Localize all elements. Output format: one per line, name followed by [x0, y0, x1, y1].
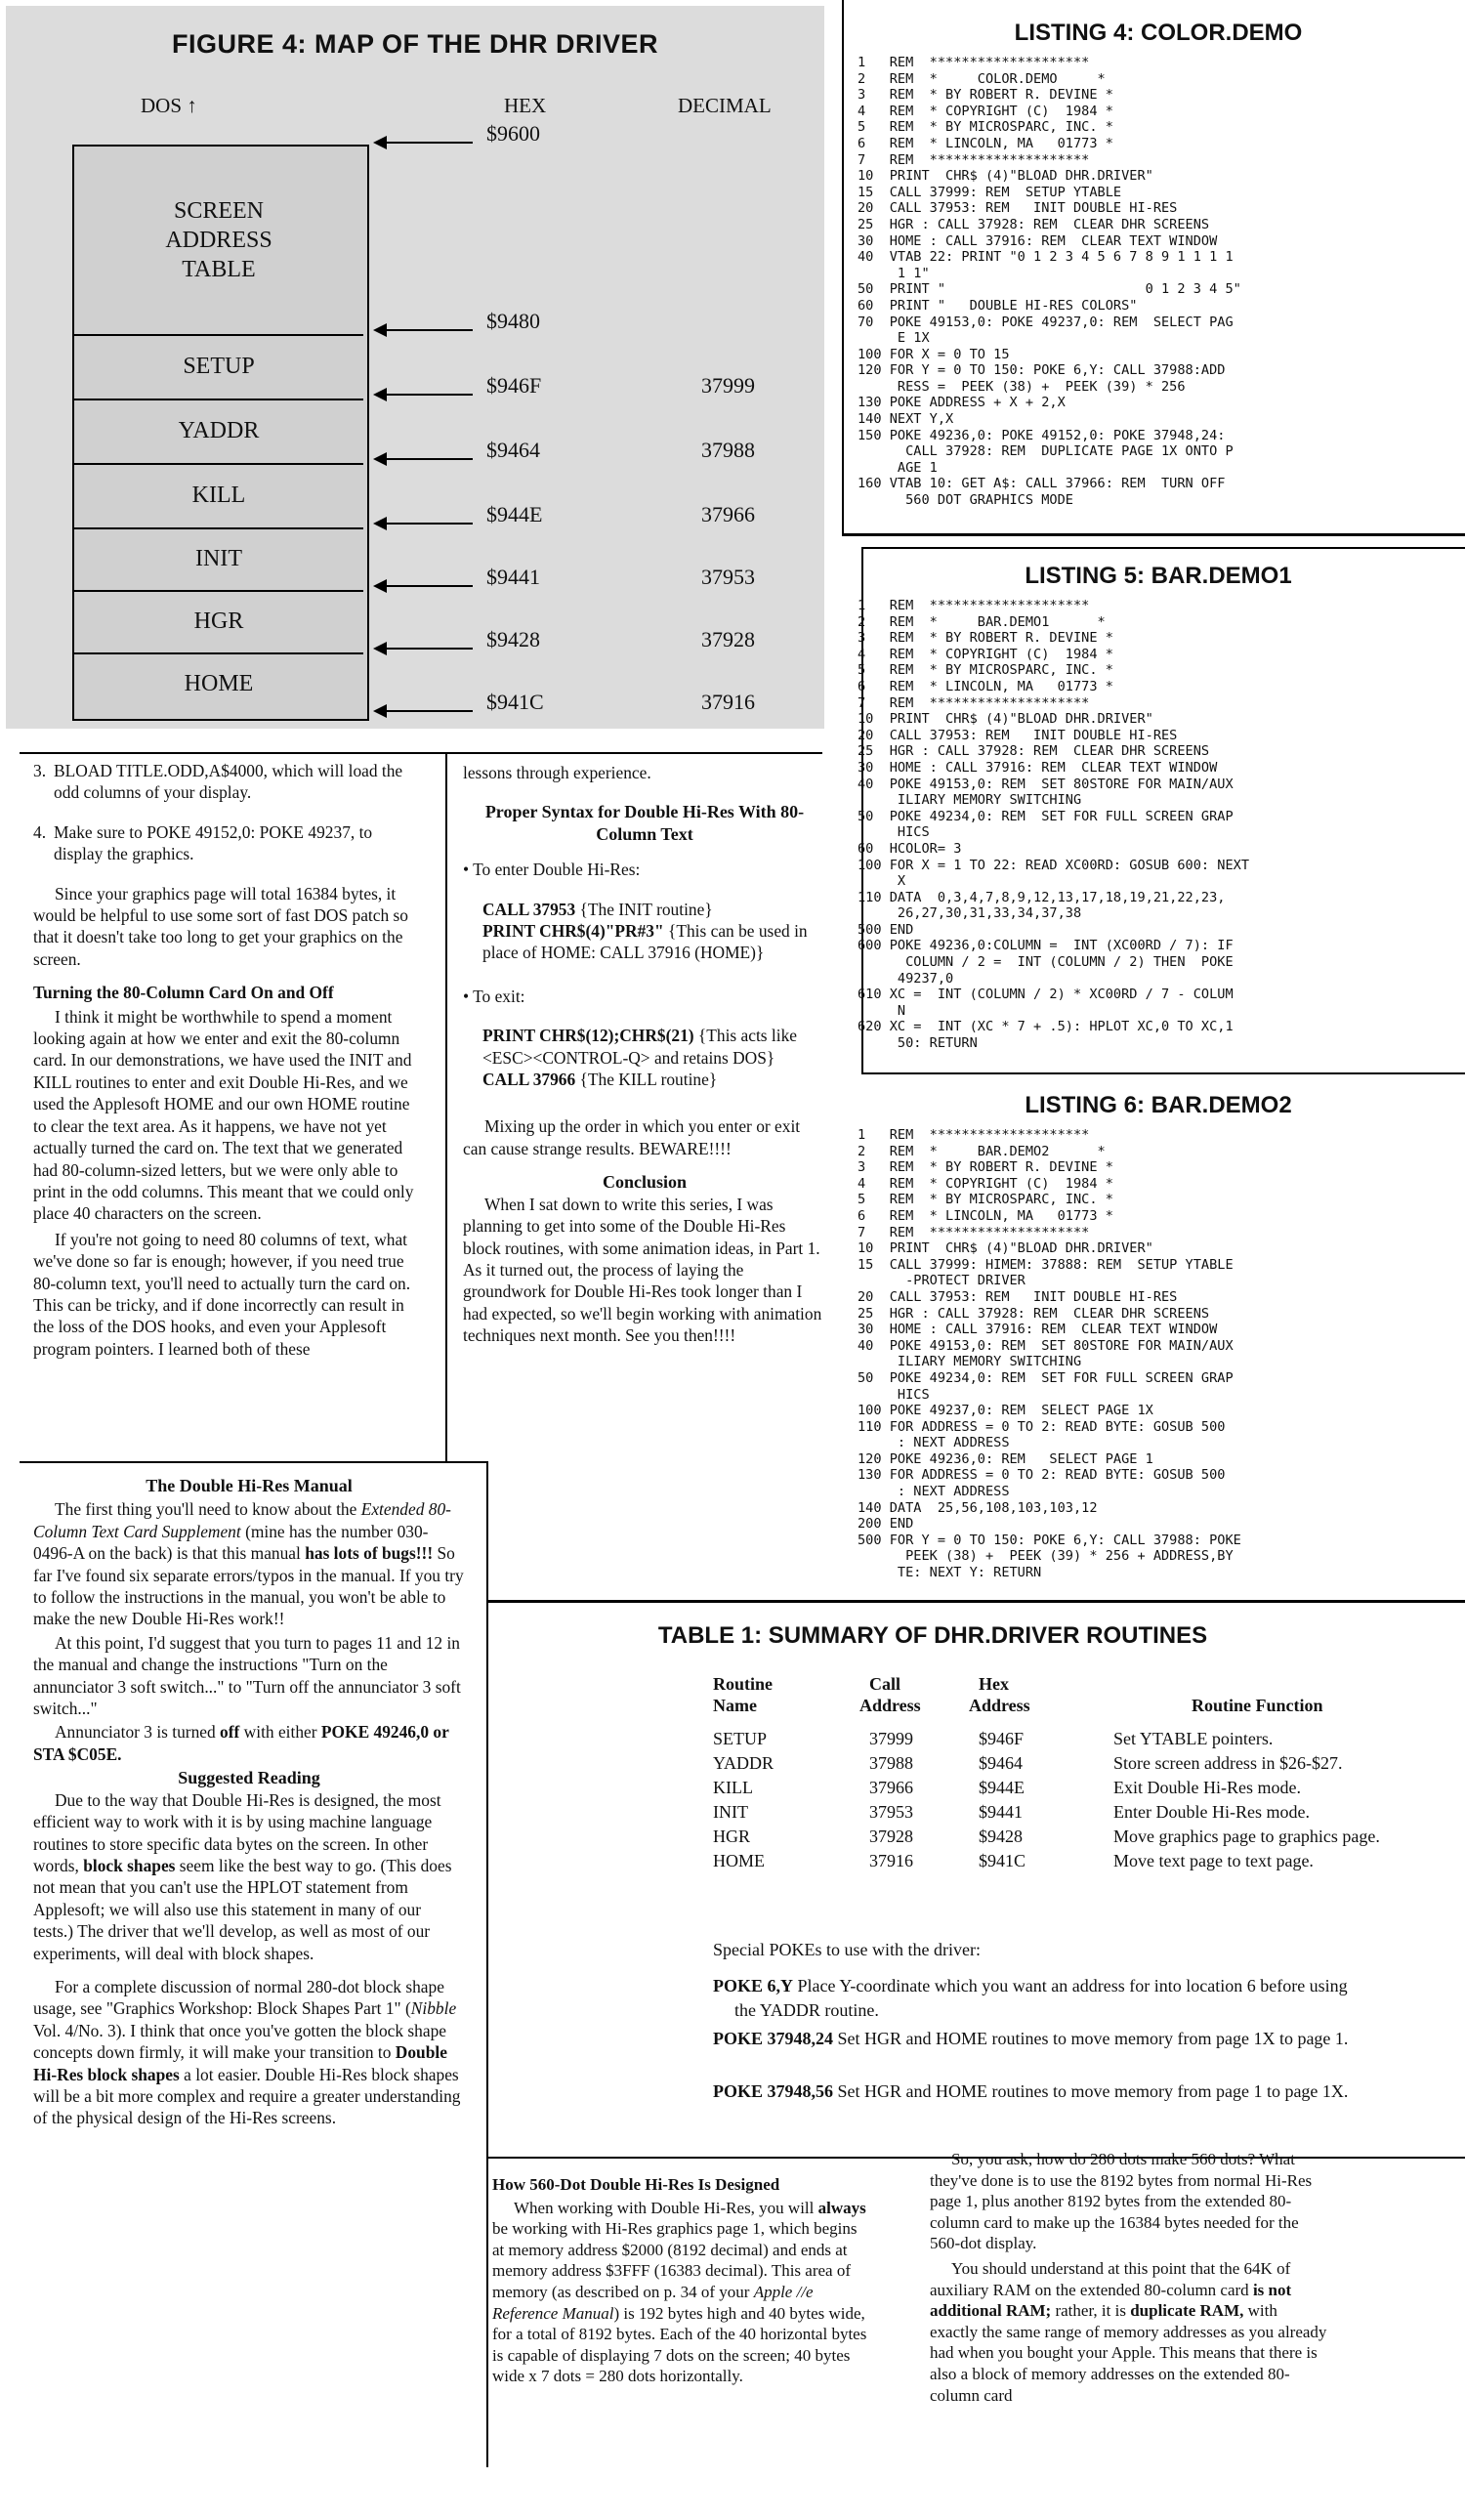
code-line: 500 FOR Y = 0 TO 150: POKE 6,Y: CALL 37988: POKE	[858, 1532, 1241, 1548]
section-heading: Turning the 80-Column Card On and Off	[33, 983, 334, 1003]
code-line: 140 DATA 25,56,108,103,103,12	[858, 1499, 1098, 1516]
decimal-address: 37966	[701, 502, 755, 526]
poke-note: POKE 37948,24 Set HGR and HOME routines to move memory from page 1X to page 1.	[713, 2029, 1349, 2048]
table-header	[713, 1673, 1455, 1697]
code-line: 40 POKE 49153,0: REM SET 80STORE FOR MAIN/AUX	[858, 776, 1234, 792]
code-block: PRINT CHR$(12);CHR$(21) {This acts like <ESC><CONTROL-Q> and retains DOS}	[482, 1026, 797, 1068]
paragraph: For a complete discussion of normal 280-dot block shape usage, see "Graphics Workshop: Block Shapes Part 1" (Nibble Vol. 4/No. 3). I think that once you've gotten the block shape concepts down firmly, it will make your transition to Double Hi-Res block shapes a lot easier. Double Hi-Res block shapes will be a bit more complex and require a greater understanding of the physical design of the Hi-Res screens.	[33, 1976, 461, 2128]
divider	[486, 1600, 1465, 1603]
code-line: 150 POKE 49236,0: POKE 49152,0: POKE 37948,24:	[858, 427, 1226, 443]
arrow-icon	[375, 383, 473, 406]
hex-address: $946F	[486, 373, 542, 398]
hex-address: $9600	[486, 121, 540, 146]
code-line: 7 REM ********************	[858, 151, 1090, 168]
table-cell-call: 37999	[869, 1729, 913, 1748]
code-line: 1 1"	[858, 265, 930, 281]
code-line: 15 CALL 37999: REM SETUP YTABLE	[858, 184, 1122, 200]
listing-4-title: LISTING 4: COLOR.DEMO	[1014, 20, 1303, 46]
listing-5-title: LISTING 5: BAR.DEMO1	[1025, 563, 1292, 589]
code-line: 3 REM * BY ROBERT R. DEVINE *	[858, 630, 1113, 647]
hex-header: HEX	[504, 94, 547, 117]
poke-note: POKE 6,Y Place Y-coordinate which you want an address for into location 6 before using the YADDR routine.	[713, 1976, 1348, 2020]
table-cell-hex: $9428	[979, 1827, 1023, 1846]
bullet-item: • To exit:	[463, 986, 525, 1006]
arrow-icon	[375, 637, 473, 660]
code-line: CALL 37928: REM DUPLICATE PAGE 1X ONTO P	[858, 443, 1234, 460]
listing-6	[858, 1092, 1459, 1581]
table-cell-name: HGR	[713, 1827, 751, 1846]
code-line: RESS = PEEK (38) + PEEK (39) * 256	[858, 378, 1186, 395]
divider	[842, 0, 844, 535]
code-line: : NEXT ADDRESS	[858, 1435, 1010, 1451]
hex-address: $9428	[486, 627, 540, 651]
table-row	[713, 1777, 1455, 1800]
divider	[20, 1461, 488, 1463]
code-line: 20 CALL 37953: REM INIT DOUBLE HI-RES	[858, 1288, 1178, 1305]
listing-5	[858, 563, 1459, 1052]
code-line: 500 END	[858, 921, 914, 938]
block-setup: SETUP	[74, 334, 363, 400]
block-screen-address-table: SCREEN ADDRESS TABLE	[74, 147, 363, 336]
paragraph: So, you ask, how do 280 dots make 560 dots? What they've done is to use the 8192 bytes from normal Hi-Res page 1, plus another 8192 bytes from the extended 80-column card to make up the 16384 bytes needed for the 560-dot display.	[930, 2150, 1313, 2253]
code-line: 2 REM * BAR.DEMO2 *	[858, 1143, 1106, 1159]
code-line: 7 REM ********************	[858, 694, 1090, 711]
code-line: 25 HGR : CALL 37928: REM CLEAR DHR SCREENS	[858, 743, 1210, 760]
arrow-icon	[375, 318, 473, 342]
table-cell-call: 37953	[869, 1802, 913, 1822]
code-line: AGE 1	[858, 459, 938, 476]
paragraph: When I sat down to write this series, I was planning to get into some of the Double Hi-Res block routines, with some animation ideas, in Part 1. As it turned out, the process of laying the groundwork for Double Hi-Res took longer than I had expected, so we'll begin working with animation techniques next month. See you then!!!!	[463, 1194, 822, 1346]
table-row	[713, 1752, 1455, 1776]
section-heading: Suggested Reading	[178, 1768, 320, 1788]
code-line: 25 HGR : CALL 37928: REM CLEAR DHR SCREENS	[858, 216, 1210, 232]
figure-title: FIGURE 4: MAP OF THE DHR DRIVER	[171, 29, 659, 59]
code-line: N	[858, 1002, 906, 1019]
divider	[486, 1461, 488, 2467]
table-cell-name: INIT	[713, 1802, 748, 1822]
header-cell: Routine Function	[1192, 1696, 1323, 1715]
code-line: 3 REM * BY ROBERT R. DEVINE *	[858, 87, 1113, 104]
code-line: : NEXT ADDRESS	[858, 1484, 1010, 1500]
divider	[842, 533, 1465, 536]
memory-map	[72, 145, 369, 721]
decimal-address: 37953	[701, 565, 755, 589]
paragraph: Due to the way that Double Hi-Res is designed, the most efficient way to work with it is by using machine language routines to store specific data bytes on the screen. In other words, block shapes seem like the best way to go. (This does not mean that you can't use the HPLOT statement from Applesoft; we will also use this statement in many of our tests.) The driver that we'll develop, as well as most of our experiments, will deal with block shapes.	[33, 1789, 452, 1963]
code-line: 6 REM * LINCOLN, MA 01773 *	[858, 678, 1113, 694]
table-cell-hex: $9464	[979, 1753, 1023, 1773]
section-heading: How 560-Dot Double Hi-Res Is Designed	[492, 2175, 780, 2194]
table-row	[713, 1801, 1455, 1825]
section-heading: Proper Syntax for Double Hi-Res With 80-Column Text	[484, 802, 805, 844]
code-line: 130 POKE ADDRESS + X + 2,X	[858, 395, 1066, 411]
table-row	[713, 1728, 1455, 1751]
column-2	[463, 762, 826, 1359]
code-line: HICS	[858, 824, 930, 841]
paragraph: lessons through experience.	[463, 763, 651, 782]
decimal-address: 37988	[701, 438, 755, 462]
table-row	[713, 1850, 1455, 1873]
code-line: E 1X	[858, 330, 930, 347]
code-line: 50 POKE 49234,0: REM SET FOR FULL SCREEN GRAP	[858, 1369, 1234, 1386]
listing-5-code	[858, 598, 1459, 1052]
hex-address: $941C	[486, 690, 544, 714]
code-block: PRINT CHR$(4)"PR#3" {This can be used in place of HOME: CALL 37916 (HOME)}	[482, 921, 808, 963]
list-item	[33, 760, 422, 804]
table-cell-call: 37928	[869, 1827, 913, 1846]
code-line: 26,27,30,31,33,34,37,38	[858, 905, 1082, 922]
hex-address: $9441	[486, 565, 540, 589]
code-line: 130 FOR ADDRESS = 0 TO 2: READ BYTE: GOSUB 500	[858, 1467, 1226, 1484]
code-line: 6 REM * LINCOLN, MA 01773 *	[858, 1207, 1113, 1224]
code-line: 10 PRINT CHR$ (4)"BLOAD DHR.DRIVER"	[858, 1240, 1153, 1257]
block-kill: KILL	[74, 463, 363, 529]
code-line: 49237,0	[858, 970, 954, 987]
code-line: 60 HCOLOR= 3	[858, 840, 962, 857]
arrow-icon	[375, 699, 473, 723]
block-init: INIT	[74, 527, 363, 592]
code-line: COLUMN / 2 = INT (COLUMN / 2) THEN POKE	[858, 954, 1234, 971]
table-cell-call: 37916	[869, 1851, 913, 1870]
code-line: ILIARY MEMORY SWITCHING	[858, 1354, 1082, 1370]
code-line: 100 POKE 49237,0: REM SELECT PAGE 1X	[858, 1403, 1153, 1419]
decimal-header: DECIMAL	[678, 94, 772, 117]
arrow-icon	[375, 574, 473, 598]
code-line: 5 REM * BY MICROSPARC, INC. *	[858, 119, 1113, 136]
list-number: 4.	[33, 821, 47, 842]
code-line: HICS	[858, 1386, 930, 1403]
paragraph: When working with Double Hi-Res, you will always be working with Hi-Res graphics page 1, which begins at memory address $2000 (8192 decimal) and ends at memory address $3FFF (16383 decimal). This area of memory (as described on p. 34 of your Apple //e Reference Manual) is 192 bytes high and 40 bytes wide, for a total of 8192 bytes. Each of the 40 horizontal bytes is capable of displaying 7 dots on the screen; 40 bytes wide x 7 dots = 280 dots horizontally.	[492, 2198, 867, 2386]
table-cell-hex: $944E	[979, 1778, 1025, 1797]
list-item	[33, 821, 422, 865]
section-heading: Conclusion	[602, 1172, 688, 1193]
code-line: 100 FOR X = 1 TO 22: READ XC00RD: GOSUB 600: NEXT	[858, 857, 1250, 873]
header-cell: Address	[969, 1696, 1030, 1715]
code-line: 20 CALL 37953: REM INIT DOUBLE HI-RES	[858, 200, 1178, 217]
code-line: 110 FOR ADDRESS = 0 TO 2: READ BYTE: GOSUB 500	[858, 1418, 1226, 1435]
code-line: 110 DATA 0,3,4,7,8,9,12,13,17,18,19,21,22,23,	[858, 889, 1226, 905]
code-line: 3 REM * BY ROBERT R. DEVINE *	[858, 1159, 1113, 1176]
header-cell: Routine	[713, 1674, 774, 1694]
paragraph: I think it might be worthwhile to spend a moment looking again at how we enter and exit the 80-column card. In our demonstrations, we have used the INIT and KILL routines to enter and exit Double Hi-Res, and we used the Applesoft HOME and our own HOME routine to clear the text area. As it happens, we have not yet actually turned the card on. The text that we generated had 80-column-sized letters, but we were only able to print in the odd columns. This meant that we could only place 40 characters on the screen.	[33, 1006, 414, 1224]
table-cell-hex: $946F	[979, 1729, 1025, 1748]
table-cell-name: HOME	[713, 1851, 765, 1870]
listing-6-code	[858, 1127, 1459, 1581]
list-number: 3.	[33, 761, 47, 780]
code-line: 10 PRINT CHR$ (4)"BLOAD DHR.DRIVER"	[858, 711, 1153, 728]
bullet-item: • To enter Double Hi-Res:	[463, 860, 641, 880]
code-block: CALL 37966 {The KILL routine}	[482, 1070, 718, 1090]
code-line: 40 POKE 49153,0: REM SET 80STORE FOR MAIN/AUX	[858, 1337, 1234, 1354]
code-line: 120 FOR Y = 0 TO 150: POKE 6,Y: CALL 37988:ADD	[858, 362, 1226, 379]
decimal-address: 37999	[701, 373, 755, 398]
code-line: 100 FOR X = 0 TO 15	[858, 346, 1010, 362]
table-cell-name: KILL	[713, 1778, 753, 1797]
code-line: -PROTECT DRIVER	[858, 1273, 1026, 1289]
code-line: 70 POKE 49153,0: POKE 49237,0: REM SELECT PAG	[858, 314, 1234, 330]
paragraph: You should understand at this point that the 64K of auxiliary RAM on the extended 80-column card is not additional RAM; rather, it is duplicate RAM, with exactly the same range of memory addresses as you already had when you bought your Apple. This means that there is also a block of memory addresses on the extended 80-column card	[930, 2258, 1327, 2405]
paragraph: The first thing you'll need to know about the Extended 80-Column Text Card Supplement (mine has the number 030-0496-A on the back) is that this manual has lots of bugs!!! So far I've found six separate errors/typos in the manual. If you try to follow the instructions in the manual, you won't be able to make the new Double Hi-Res work!!	[33, 1499, 464, 1629]
table-cell-func: Enter Double Hi-Res mode.	[1113, 1802, 1310, 1822]
arrow-icon	[375, 447, 473, 471]
table-cell-name: SETUP	[713, 1729, 768, 1748]
divider	[863, 547, 1465, 549]
code-line: 610 XC = INT (COLUMN / 2) * XC00RD / 7 - COLUM	[858, 987, 1234, 1003]
list-text: Make sure to POKE 49152,0: POKE 49237, to display the graphics.	[54, 821, 373, 864]
block-home: HOME	[184, 671, 254, 696]
divider	[861, 1072, 1465, 1074]
table-cell-func: Set YTABLE pointers.	[1113, 1729, 1274, 1748]
code-line: 160 VTAB 10: GET A$: CALL 37966: REM TURN OFF	[858, 476, 1226, 492]
code-block: CALL 37953 {The INIT routine}	[482, 899, 713, 919]
poke-note: POKE 37948,56 Set HGR and HOME routines to move memory from page 1 to page 1X.	[713, 2081, 1349, 2101]
hex-address: $9480	[486, 309, 540, 333]
code-line: TE: NEXT Y: RETURN	[858, 1565, 1042, 1581]
header-cell: Hex	[979, 1674, 1009, 1694]
code-line: 1 REM ********************	[858, 598, 1090, 613]
code-line: 4 REM * COPYRIGHT (C) 1984 *	[858, 103, 1113, 119]
listing-4	[858, 20, 1459, 509]
table-cell-func: Exit Double Hi-Res mode.	[1113, 1778, 1301, 1797]
code-line: 2 REM * BAR.DEMO1 *	[858, 613, 1106, 630]
code-line: 50: RETURN	[858, 1035, 978, 1052]
code-line: X	[858, 873, 906, 890]
code-line: 25 HGR : CALL 37928: REM CLEAR DHR SCREENS	[858, 1305, 1210, 1322]
table-1	[498, 1605, 1465, 2162]
table-cell-hex: $9441	[979, 1802, 1023, 1822]
paragraph: Mixing up the order in which you enter or exit can cause strange results. BEWARE!!!!	[463, 1116, 801, 1158]
divider	[20, 752, 822, 754]
code-line: 60 PRINT " DOUBLE HI-RES COLORS"	[858, 297, 1138, 314]
listing-6-title: LISTING 6: BAR.DEMO2	[1025, 1092, 1292, 1118]
up-arrow-icon: ↑	[187, 94, 197, 117]
table-cell-call: 37988	[869, 1753, 913, 1773]
column-4	[492, 2170, 871, 2399]
code-line: 30 HOME : CALL 37916: REM CLEAR TEXT WINDOW	[858, 232, 1218, 249]
code-line: 30 HOME : CALL 37916: REM CLEAR TEXT WINDOW	[858, 1322, 1218, 1338]
hex-address: $944E	[486, 502, 543, 526]
listing-4-code	[858, 55, 1459, 509]
code-line: 10 PRINT CHR$ (4)"BLOAD DHR.DRIVER"	[858, 168, 1153, 185]
table-cell-name: YADDR	[713, 1753, 774, 1773]
code-line: 2 REM * COLOR.DEMO *	[858, 70, 1106, 87]
code-line: 560 DOT GRAPHICS MODE	[858, 492, 1073, 509]
code-line: 120 POKE 49236,0: REM SELECT PAGE 1	[858, 1450, 1153, 1467]
pokes-intro: Special POKEs to use with the driver:	[713, 1940, 981, 1959]
block-yaddr: YADDR	[74, 399, 363, 465]
code-line: 40 VTAB 22: PRINT "0 1 2 3 4 5 6 7 8 9 1 1 1 1	[858, 249, 1234, 266]
list-text: BLOAD TITLE.ODD,A$4000, which will load the odd columns of your display.	[54, 761, 403, 803]
table-cell-hex: $941C	[979, 1851, 1026, 1870]
column-1	[33, 760, 422, 1371]
code-line: 15 CALL 37999: HIMEM: 37888: REM SETUP YTABLE	[858, 1256, 1234, 1273]
table-row	[713, 1826, 1455, 1849]
code-line: PEEK (38) + PEEK (39) * 256 + ADDRESS,BY	[858, 1548, 1234, 1565]
hex-address: $9464	[486, 438, 540, 462]
arrow-icon	[375, 512, 473, 535]
code-line: 4 REM * COPYRIGHT (C) 1984 *	[858, 646, 1113, 662]
code-line: 7 REM ********************	[858, 1224, 1090, 1240]
paragraph: Annunciator 3 is turned off with either POKE 49246,0 or STA $C05E.	[33, 1722, 449, 1764]
block-hgr: HGR	[74, 590, 363, 654]
table-cell-func: Move text page to text page.	[1113, 1851, 1314, 1870]
table-cell-func: Store screen address in $26-$27.	[1113, 1753, 1343, 1773]
section-heading: The Double Hi-Res Manual	[146, 1476, 353, 1495]
paragraph: Since your graphics page will total 16384 bytes, it would be helpful to use some sort of fast DOS patch so that it doesn't take too long to get your graphics on the screen.	[33, 883, 408, 969]
code-line: 600 POKE 49236,0:COLUMN = INT (XC00RD / 7): IF	[858, 938, 1234, 954]
code-line: 1 REM ********************	[858, 55, 1090, 70]
column-5	[930, 2149, 1328, 2417]
code-line: ILIARY MEMORY SWITCHING	[858, 792, 1082, 809]
code-line: 200 END	[858, 1516, 914, 1533]
code-line: 5 REM * BY MICROSPARC, INC. *	[858, 1192, 1113, 1208]
code-line: 50 PRINT " 0 1 2 3 4 5"	[858, 281, 1241, 298]
code-line: 30 HOME : CALL 37916: REM CLEAR TEXT WINDOW	[858, 759, 1218, 776]
table-title: TABLE 1: SUMMARY OF DHR.DRIVER ROUTINES	[657, 1622, 1208, 1649]
code-line: 50 POKE 49234,0: REM SET FOR FULL SCREEN GRAP	[858, 808, 1234, 824]
table-cell-func: Move graphics page to graphics page.	[1113, 1827, 1380, 1846]
code-line: 5 REM * BY MICROSPARC, INC. *	[858, 662, 1113, 679]
decimal-address: 37928	[701, 627, 755, 651]
column-3	[33, 1471, 465, 2141]
paragraph: At this point, I'd suggest that you turn to pages 11 and 12 in the manual and change the instructions "Turn on the annunciator 3 soft switch..." to "Turn off the annunciator 3 soft switch..."	[33, 1632, 461, 1719]
code-line: 4 REM * COPYRIGHT (C) 1984 *	[858, 1175, 1113, 1192]
decimal-address: 37916	[701, 690, 755, 714]
dos-label: DOS ↑	[141, 94, 197, 117]
figure-4	[6, 6, 824, 729]
divider	[445, 752, 447, 1461]
paragraph: If you're not going to need 80 columns of text, what we've done so far is enough; however, if you need true 80-column text, you'll need to actually turn the card on. This can be tricky, and if done incorrectly can result in the loss of the DOS hooks, and even your Applesoft program pointers. I learned both of these	[33, 1229, 411, 1359]
code-line: 140 NEXT Y,X	[858, 411, 954, 428]
code-line: 6 REM * LINCOLN, MA 01773 *	[858, 135, 1113, 151]
header-cell: Address	[859, 1696, 921, 1715]
table-header	[713, 1695, 1455, 1718]
header-cell: Name	[713, 1696, 757, 1715]
table-cell-call: 37966	[869, 1778, 913, 1797]
code-line: 20 CALL 37953: REM INIT DOUBLE HI-RES	[858, 727, 1178, 743]
arrow-icon	[375, 131, 473, 154]
code-line: 620 XC = INT (XC * 7 + .5): HPLOT XC,0 TO XC,1	[858, 1019, 1234, 1035]
code-line: 1 REM ********************	[858, 1127, 1090, 1143]
header-cell: Call	[869, 1674, 901, 1694]
